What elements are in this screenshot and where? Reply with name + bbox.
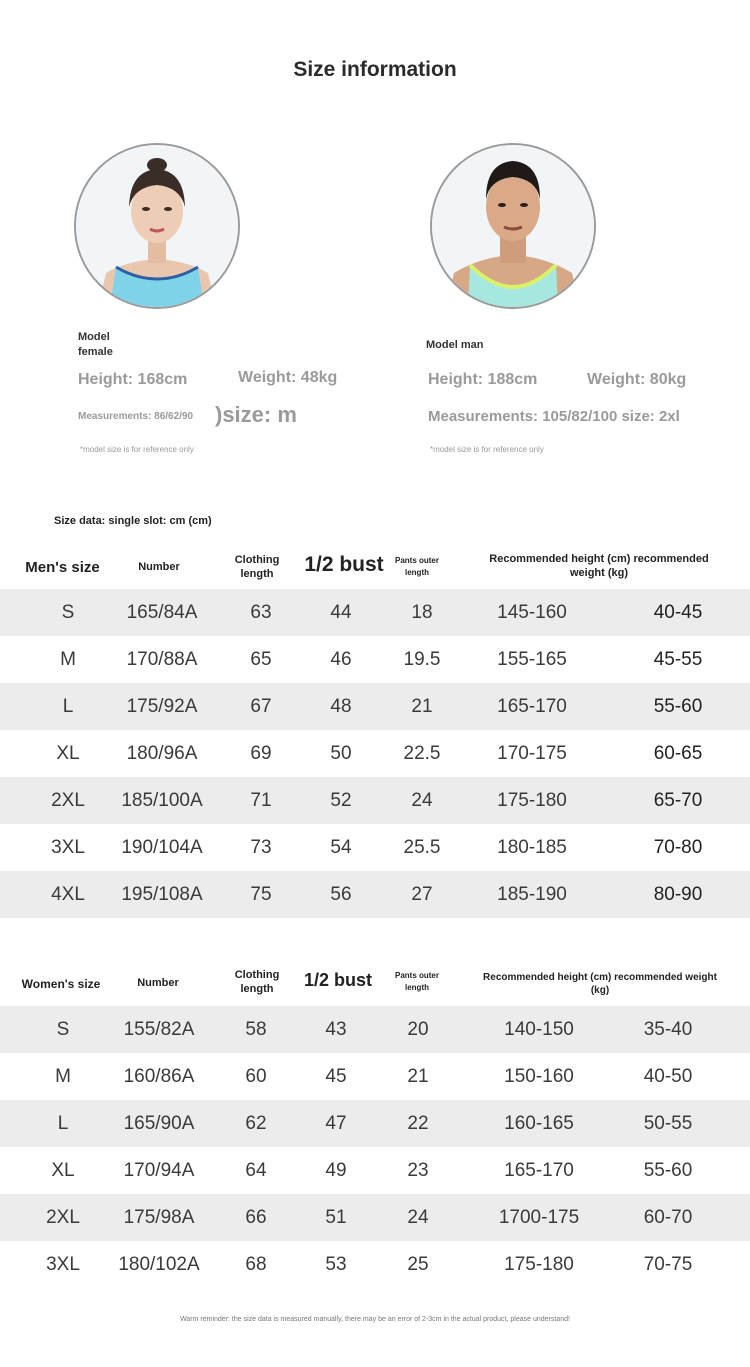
mens-cell-weight: 65-70 <box>653 790 703 811</box>
womens-size-table <box>0 960 750 1288</box>
mens-cell-weight: 55-60 <box>653 696 703 717</box>
womens-cell-weight: 40-50 <box>643 1066 693 1087</box>
womens-cell-number: 155/82A <box>123 1019 195 1040</box>
mens-cell-clothing: 73 <box>250 837 272 858</box>
mens-cell-pants: 25.5 <box>403 837 441 858</box>
mens-header-pants-line2: length <box>405 568 429 577</box>
female-model-photo <box>74 143 240 309</box>
mens-header-clothing-line1: Clothing <box>234 554 280 566</box>
mens-table-row <box>0 683 750 730</box>
mens-cell-pants: 22.5 <box>403 743 441 764</box>
mens-cell-clothing: 63 <box>250 602 272 623</box>
mens-header-pants-line1: Pants outer <box>394 556 439 565</box>
female-size: )size: m <box>215 402 297 427</box>
womens-header-recommended-line2: (kg) <box>590 985 610 996</box>
mens-header-size: Men's size <box>25 559 100 576</box>
womens-cell-number: 165/90A <box>123 1113 195 1134</box>
womens-cell-clothing: 62 <box>245 1113 267 1134</box>
mens-table-body <box>0 589 750 918</box>
womens-cell-bust: 45 <box>325 1066 347 1087</box>
womens-cell-height: 160-165 <box>504 1113 574 1134</box>
mens-cell-size: M <box>60 649 76 670</box>
mens-cell-size: 3XL <box>51 837 85 858</box>
womens-cell-weight: 50-55 <box>643 1113 693 1134</box>
mens-cell-weight: 70-80 <box>653 837 703 858</box>
mens-header-number: Number <box>138 561 180 573</box>
womens-cell-number: 170/94A <box>123 1160 195 1181</box>
womens-cell-bust: 53 <box>325 1254 347 1275</box>
mens-cell-weight: 45-55 <box>653 649 703 670</box>
womens-header-clothing-line2: length <box>240 983 274 995</box>
mens-cell-size: 2XL <box>51 790 85 811</box>
mens-header-recommended <box>466 552 732 580</box>
womens-cell-size: L <box>57 1113 69 1134</box>
mens-cell-bust: 52 <box>330 790 352 811</box>
mens-cell-size: S <box>61 602 75 623</box>
mens-cell-weight: 60-65 <box>653 743 703 764</box>
mens-cell-bust: 46 <box>330 649 352 670</box>
womens-header-pants-line2: length <box>405 983 429 992</box>
mens-cell-bust: 50 <box>330 743 352 764</box>
womens-table-row <box>0 1053 750 1100</box>
womens-cell-height: 1700-175 <box>498 1207 580 1228</box>
mens-cell-clothing: 75 <box>250 884 272 905</box>
womens-table-row <box>0 1194 750 1241</box>
womens-table-row <box>0 1006 750 1053</box>
mens-cell-clothing: 67 <box>250 696 272 717</box>
female-height: Height: 168cm <box>78 371 188 388</box>
mens-cell-weight: 40-45 <box>653 602 703 623</box>
womens-table-row <box>0 1241 750 1288</box>
mens-cell-height: 165-170 <box>497 696 567 717</box>
womens-header-pants-line1: Pants outer <box>394 971 439 980</box>
mens-cell-pants: 21 <box>411 696 433 717</box>
mens-cell-bust: 48 <box>330 696 352 717</box>
mens-cell-height: 180-185 <box>497 837 567 858</box>
mens-header-pants <box>384 555 450 579</box>
womens-cell-clothing: 64 <box>245 1160 267 1181</box>
mens-cell-height: 185-190 <box>497 884 567 905</box>
womens-cell-clothing: 58 <box>245 1019 267 1040</box>
womens-header-clothing <box>222 968 292 996</box>
womens-cell-size: M <box>55 1066 71 1087</box>
mens-table-row <box>0 730 750 777</box>
mens-cell-number: 170/88A <box>126 649 198 670</box>
womens-cell-bust: 47 <box>325 1113 347 1134</box>
mens-table-row <box>0 824 750 871</box>
mens-table-row <box>0 871 750 918</box>
womens-cell-number: 175/98A <box>123 1207 195 1228</box>
female-model-label <box>78 330 113 360</box>
womens-cell-bust: 49 <box>325 1160 347 1181</box>
mens-cell-pants: 27 <box>411 884 433 905</box>
womens-table-row <box>0 1147 750 1194</box>
mens-cell-number: 175/92A <box>126 696 198 717</box>
mens-cell-pants: 18 <box>411 602 433 623</box>
male-height: Height: 188cm <box>428 371 538 388</box>
womens-cell-number: 180/102A <box>118 1254 200 1275</box>
female-model-label-line2: female <box>78 346 113 358</box>
womens-cell-weight: 35-40 <box>643 1019 693 1040</box>
womens-cell-pants: 24 <box>407 1207 429 1228</box>
female-model-illustration <box>76 145 238 307</box>
female-model-label-line1: Model <box>78 331 110 343</box>
mens-table-row <box>0 777 750 824</box>
mens-cell-size: XL <box>56 743 80 764</box>
female-weight: Weight: 48kg <box>238 369 338 386</box>
mens-cell-size: 4XL <box>51 884 85 905</box>
mens-size-table <box>0 543 750 918</box>
size-data-label: Size data: single slot: cm (cm) <box>54 515 212 527</box>
male-model-illustration <box>432 145 594 307</box>
womens-cell-weight: 70-75 <box>643 1254 693 1275</box>
male-measurements: Measurements: 105/82/100 size: 2xl <box>428 408 680 425</box>
warm-reminder: Warm reminder: the size data is measured manually, there may be an error of 2-3cm in the actual product, please understand! <box>180 1316 570 1323</box>
mens-cell-height: 175-180 <box>497 790 567 811</box>
womens-header-pants <box>384 970 450 994</box>
womens-cell-height: 140-150 <box>504 1019 574 1040</box>
mens-cell-size: L <box>62 696 74 717</box>
male-model-label: Model man <box>426 339 484 351</box>
mens-table-header <box>0 543 750 589</box>
womens-cell-clothing: 60 <box>245 1066 267 1087</box>
mens-cell-pants: 19.5 <box>403 649 441 670</box>
mens-header-clothing <box>222 553 292 581</box>
mens-cell-clothing: 71 <box>250 790 272 811</box>
womens-table-body <box>0 1006 750 1288</box>
womens-cell-clothing: 66 <box>245 1207 267 1228</box>
mens-cell-bust: 54 <box>330 837 352 858</box>
male-model-note: *model size is for reference only <box>430 445 544 454</box>
mens-cell-number: 180/96A <box>126 743 198 764</box>
womens-cell-height: 175-180 <box>504 1254 574 1275</box>
mens-cell-number: 195/108A <box>121 884 203 905</box>
mens-header-recommended-line1: Recommended height (cm) recommended <box>489 553 709 565</box>
womens-cell-size: XL <box>51 1160 75 1181</box>
female-measurements: Measurements: 86/62/90 <box>78 411 194 422</box>
mens-cell-pants: 24 <box>411 790 433 811</box>
womens-cell-pants: 25 <box>407 1254 429 1275</box>
womens-cell-bust: 43 <box>325 1019 347 1040</box>
mens-cell-clothing: 69 <box>250 743 272 764</box>
womens-header-recommended-line1: Recommended height (cm) recommended weight <box>483 972 717 983</box>
mens-cell-number: 190/104A <box>121 837 203 858</box>
womens-cell-pants: 22 <box>407 1113 429 1134</box>
mens-header-recommended-line2: weight (kg) <box>569 567 629 579</box>
womens-cell-pants: 21 <box>407 1066 429 1087</box>
mens-cell-bust: 56 <box>330 884 352 905</box>
womens-cell-pants: 20 <box>407 1019 429 1040</box>
womens-cell-number: 160/86A <box>123 1066 195 1087</box>
page-title: Size information <box>293 58 457 81</box>
womens-header-clothing-line1: Clothing <box>234 969 280 981</box>
womens-cell-size: 3XL <box>46 1254 80 1275</box>
womens-cell-height: 150-160 <box>504 1066 574 1087</box>
female-model-note: *model size is for reference only <box>80 445 194 454</box>
womens-header-bust: 1/2 bust <box>303 970 373 990</box>
mens-table-row <box>0 589 750 636</box>
womens-cell-weight: 60-70 <box>643 1207 693 1228</box>
womens-cell-clothing: 68 <box>245 1254 267 1275</box>
womens-cell-bust: 51 <box>325 1207 347 1228</box>
womens-table-row <box>0 1100 750 1147</box>
mens-header-clothing-line2: length <box>240 568 274 580</box>
mens-cell-number: 185/100A <box>121 790 203 811</box>
mens-cell-bust: 44 <box>330 602 352 623</box>
mens-cell-clothing: 65 <box>250 649 272 670</box>
mens-table-row <box>0 636 750 683</box>
womens-header-number: Number <box>137 977 179 989</box>
mens-cell-height: 170-175 <box>497 743 567 764</box>
male-weight: Weight: 80kg <box>587 371 687 388</box>
mens-cell-height: 155-165 <box>497 649 567 670</box>
womens-header-size: Women's size <box>21 977 101 991</box>
male-model-photo <box>430 143 596 309</box>
womens-header-recommended <box>462 971 738 997</box>
womens-cell-weight: 55-60 <box>643 1160 693 1181</box>
mens-header-bust: 1/2 bust <box>304 553 384 576</box>
womens-table-header <box>0 960 750 1006</box>
womens-cell-height: 165-170 <box>504 1160 574 1181</box>
womens-cell-pants: 23 <box>407 1160 429 1181</box>
mens-cell-weight: 80-90 <box>653 884 703 905</box>
womens-cell-size: S <box>56 1019 70 1040</box>
mens-cell-height: 145-160 <box>497 602 567 623</box>
mens-cell-number: 165/84A <box>126 602 198 623</box>
womens-cell-size: 2XL <box>46 1207 80 1228</box>
